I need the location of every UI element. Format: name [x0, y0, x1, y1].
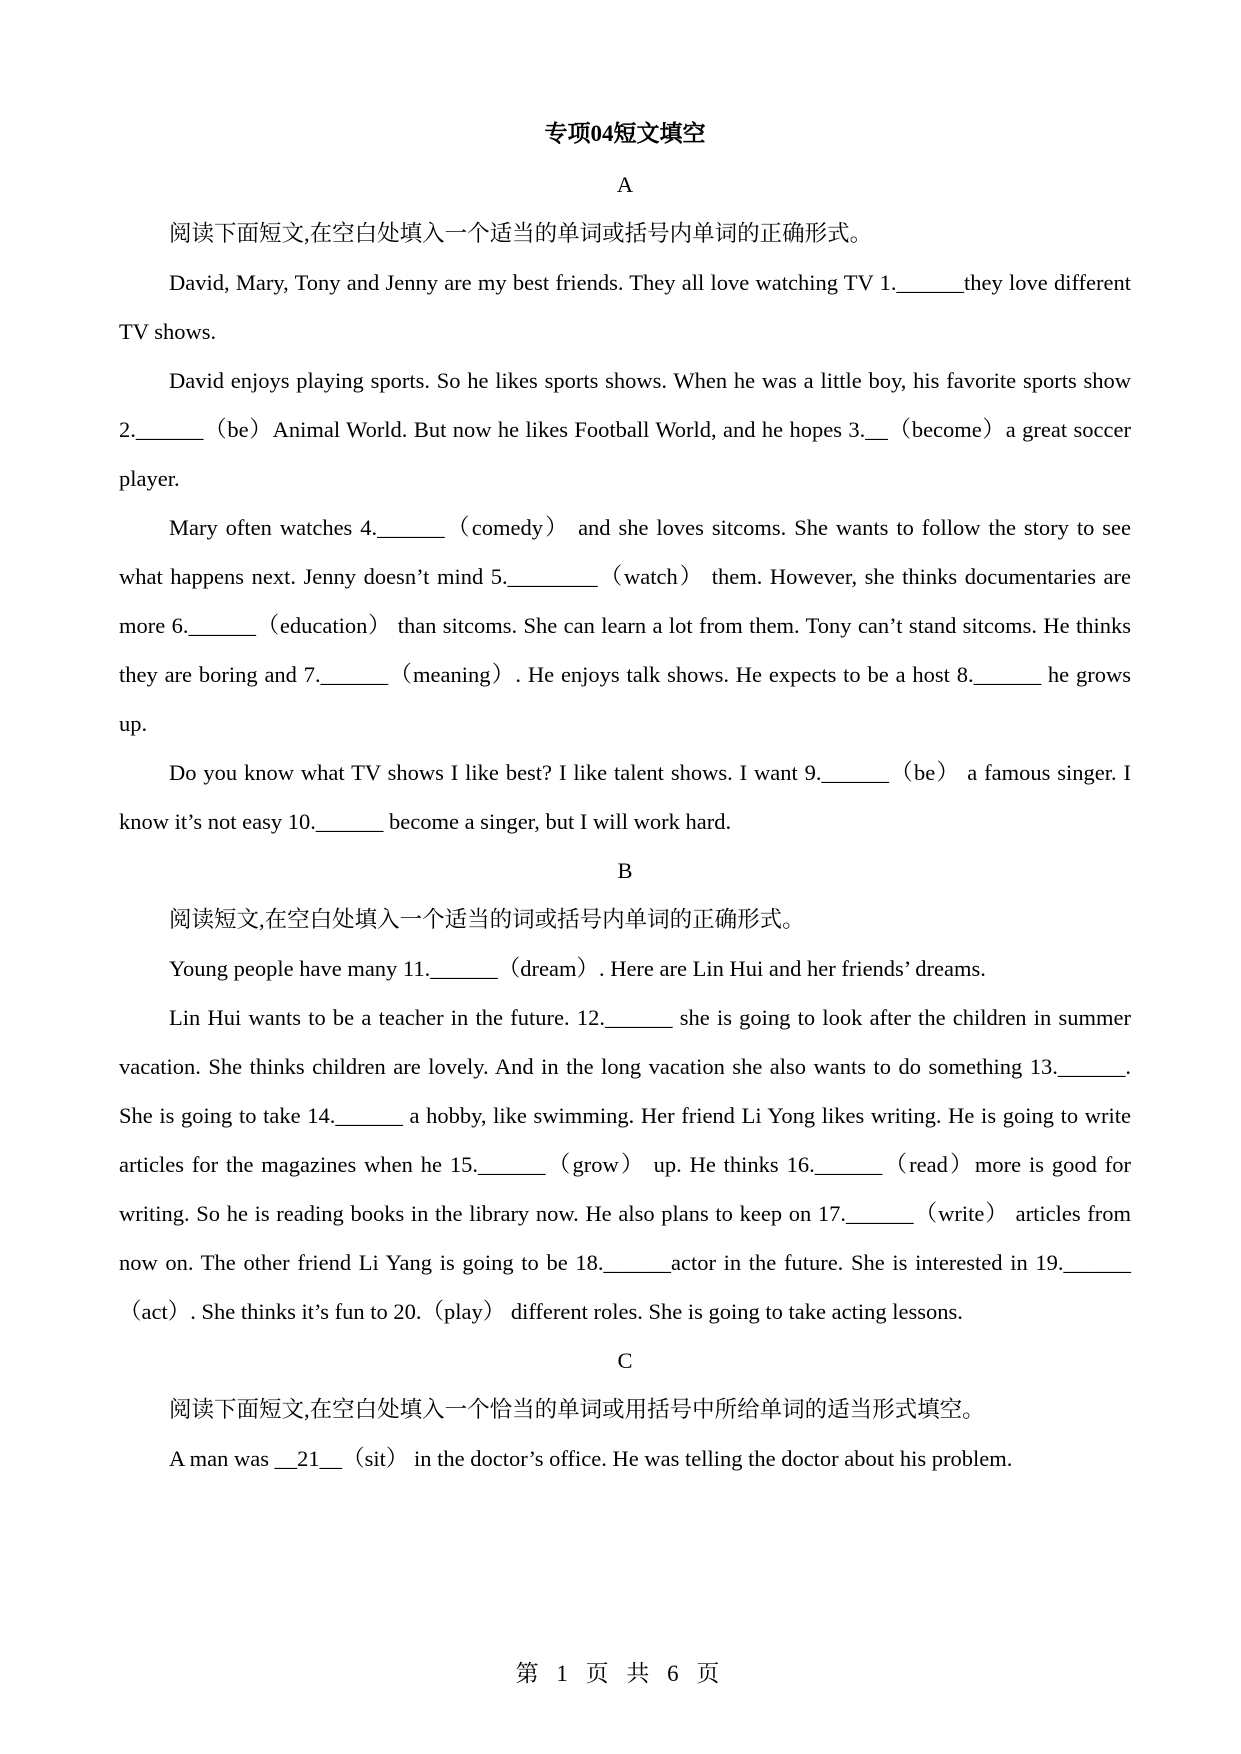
section-label: C: [617, 1348, 633, 1373]
section-label: B: [617, 858, 633, 883]
section-instruction: 阅读下面短文,在空白处填入一个适当的单词或括号内单词的正确形式。: [169, 221, 873, 246]
section-label: A: [616, 172, 634, 197]
section-instruction: 阅读短文,在空白处填入一个适当的词或括号内单词的正确形式。: [169, 907, 805, 932]
paragraph: David enjoys playing sports. So he likes sports shows. When he was a little boy, his favorite sports show 2.______（be）Animal World. But now he likes Football World, and he hopes 3.__（become）a great soccer player.: [119, 368, 1131, 491]
document-page: [119, 108, 1131, 1483]
page-footer: 第 1 页 共 6 页: [515, 1661, 726, 1686]
paragraph: Lin Hui wants to be a teacher in the future. 12.______ she is going to look after the children in summer vacation. She thinks children are lovely. And in the long vacation she also wants to do something 13.______. She is going to take 14.______ a hobby, like swimming. Her friend Li Yong likes writing. He is going to write articles for the magazines when he 15.______（grow） up. He thinks 16.______（read）more is good for writing. So he is reading books in the library now. He also plans to keep on 17.______（write） articles from now on. The other friend Li Yang is going to be 18.______actor in the future. She is interested in 19.______（act）. She thinks it’s fun to 20.（play） different roles. She is going to take acting lessons.: [119, 1005, 1131, 1324]
paragraph: Young people have many 11.______（dream）. Here are Lin Hui and her friends’ dreams.: [169, 956, 986, 981]
paragraph: Do you know what TV shows I like best? I like talent shows. I want 9.______（be） a famous singer. I know it’s not easy 10.______ become a singer, but I will work hard.: [119, 760, 1131, 834]
section-b: [119, 846, 1131, 1336]
document-title: 专项04短文填空: [544, 121, 706, 146]
section-instruction: 阅读下面短文,在空白处填入一个恰当的单词或用括号中所给单词的适当形式填空。: [169, 1397, 985, 1422]
section-c: [119, 1336, 1131, 1483]
paragraph: Mary often watches 4.______（comedy） and she loves sitcoms. She wants to follow the story to see what happens next. Jenny doesn’t mind 5.________（watch） them. However, she thinks documentaries are more 6.______（education） than sitcoms. She can learn a lot from them. Tony can’t stand sitcoms. He thinks they are boring and 7.______（meaning）. He enjoys talk shows. He expects to be a host 8.______ he grows up.: [119, 515, 1131, 736]
paragraph: A man was __21__（sit） in the doctor’s office. He was telling the doctor about his problem.: [169, 1446, 1013, 1471]
paragraph: David, Mary, Tony and Jenny are my best friends. They all love watching TV 1.______they love different TV shows.: [119, 270, 1131, 344]
section-a: [119, 160, 1131, 846]
